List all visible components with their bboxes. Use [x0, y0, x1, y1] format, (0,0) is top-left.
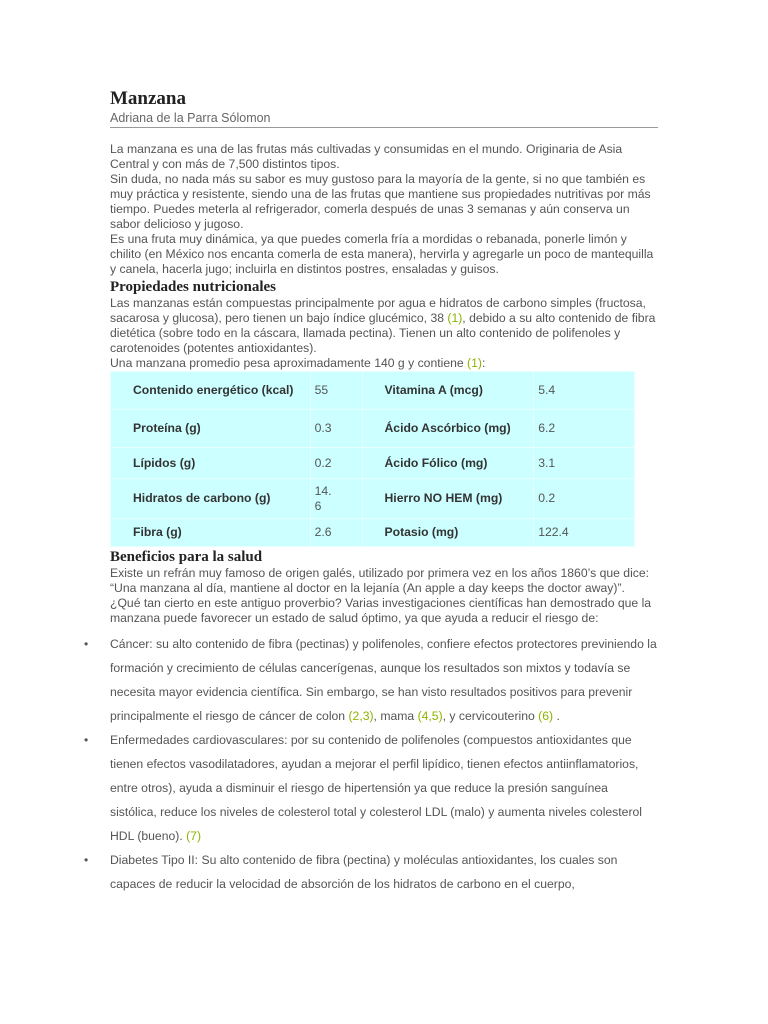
list-item: [84, 632, 658, 728]
nutrient-value: 0.2: [310, 448, 362, 479]
nutrient-value: 55: [310, 372, 362, 410]
text-run: :: [481, 356, 486, 370]
table-row: [111, 448, 635, 479]
intro-paragraph: La manzana es una de las frutas más cultivadas y consumidas en el mundo. Originaria de Asia Central y con más de 7,500 distintos tipos.: [110, 142, 623, 171]
nutrient-label: Lípidos (g): [111, 448, 311, 479]
nutrient-label: Ácido Fólico (mg): [362, 448, 534, 479]
citation-link[interactable]: (6): [538, 709, 554, 723]
text-run: , mama: [373, 709, 418, 723]
nutrient-value: 5.4: [534, 372, 635, 410]
table-row: [111, 410, 635, 448]
nutrient-label: Potasio (mg): [362, 519, 534, 547]
section-heading-benefits: Beneficios para la salud: [110, 549, 263, 565]
nutrient-label: Ácido Ascórbico (mg): [362, 410, 534, 448]
list-item: [84, 728, 658, 848]
citation-link[interactable]: (4,5): [417, 709, 443, 723]
list-item: [84, 848, 658, 896]
citation-link[interactable]: (1): [447, 311, 463, 325]
table-row: [111, 519, 635, 547]
text-run: Diabetes Tipo II: Su alto contenido de fibra (pectina) y moléculas antioxidantes, los cuales son capaces de reducir la velocidad de absorción de los hidratos de carbono en el cuerpo,: [110, 853, 618, 891]
benefits-list: [84, 632, 658, 896]
nutrient-label: Contenido energético (kcal): [111, 372, 311, 410]
nutrient-value: 0.3: [310, 410, 362, 448]
nutrient-label: Vitamina A (mcg): [362, 372, 534, 410]
text-run: Enfermedades cardiovasculares: por su contenido de polifenoles (compuestos antioxidantes que tienen efectos vasodilatadores, ayudan a mejorar el perfil lipídico, tienen efectos antiinflamatorios, entre otros), ayuda a disminuir el riesgo de hipertensión ya que reduce la presión sanguínea sistólica, reduce los niveles de colesterol total y colesterol LDL (malo) y aumenta niveles colesterol HDL (bueno).: [110, 733, 642, 843]
table-row: [111, 372, 635, 410]
text-run: Una manzana promedio pesa aproximadamente 140 g y contiene: [110, 356, 468, 370]
nutrient-value: 3.1: [534, 448, 635, 479]
nutrient-value: 0.2: [534, 479, 635, 519]
nutrient-label: Fibra (g): [111, 519, 311, 547]
benefits-paragraph: Existe un refrán muy famoso de origen galés, utilizado por primera vez en los años 1860’s que dice: “Una manzana al día, mantiene al doctor en la lejanía (An apple a day keeps the doctor away)”. ¿Qué tan cierto en este antiguo proverbio? Varias investigaciones científicas han demostrado que la manzana puede favorecer un estado de salud óptimo, ya que ayuda a reducir el riesgo de:: [110, 566, 652, 625]
intro-paragraph: Sin duda, no nada más su sabor es muy gustoso para la mayoría de la gente, si no que también es muy práctica y resistente, siendo una de las frutas que mantiene sus propiedades nutritivas por más tiempo. Puedes meterla al refrigerador, comerla después de unas 3 semanas y aún conserva un sabor delicioso y jugoso.: [110, 172, 651, 231]
nutrient-value: 6.2: [534, 410, 635, 448]
document-title: Manzana: [110, 88, 186, 109]
nutrition-table: [110, 371, 635, 547]
citation-link[interactable]: (1): [467, 356, 482, 370]
text-run: , debido a su alto contenido de fibra dietética (sobre todo en la cáscara, llamada pectina). Tienen un alto contenido de polifenoles y carotenoides (potentes antioxidantes).: [110, 311, 656, 355]
bullet-icon: •: [84, 853, 89, 867]
intro-paragraph: Es una fruta muy dinámica, ya que puedes comerla fría a mordidas o rebanada, ponerle limón y chilito (en México nos encanta comerla de esta manera), hervirla y agregarle un poco de mantequilla y canela, hacerla jugo; incluirla en distintos postres, ensaladas y guisos.: [110, 232, 654, 276]
bullet-icon: •: [84, 637, 89, 651]
bullet-icon: •: [84, 733, 89, 747]
table-row: [111, 479, 635, 519]
nutrient-label: Hidratos de carbono (g): [111, 479, 311, 519]
nutrient-label: Proteína (g): [111, 410, 311, 448]
nutrition-paragraph: [110, 296, 658, 356]
nutrient-value: 2.6: [310, 519, 362, 547]
citation-link[interactable]: (2,3): [348, 709, 374, 723]
document-author: Adriana de la Parra Sólomon: [110, 110, 658, 128]
nutrient-value: 14. 6: [310, 479, 362, 519]
section-heading-nutrition: Propiedades nutricionales: [110, 279, 276, 295]
citation-link[interactable]: (7): [186, 829, 202, 843]
text-run: Las manzanas están compuestas principalmente por agua e hidratos de carbono simples (fructosa, sacarosa y glucosa), pero tienen un bajo índice glucémico, 38: [110, 296, 646, 325]
text-run: .: [553, 709, 560, 723]
text-run: Cáncer: su alto contenido de fibra (pectinas) y polifenoles, confiere efectos protectores previniendo la formación y crecimiento de células cancerígenas, aunque los resultados son mixtos y todavía se necesita mayor evidencia científica. Sin embargo, se han visto resultados positivos para prevenir principalmente el riesgo de cáncer de colon: [110, 637, 657, 723]
nutrient-label: Hierro NO HEM (mg): [362, 479, 534, 519]
document-page: [84, 88, 658, 896]
nutrient-value: 122.4: [534, 519, 635, 547]
nutrition-paragraph: [110, 356, 658, 371]
text-run: , y cervicouterino: [442, 709, 539, 723]
